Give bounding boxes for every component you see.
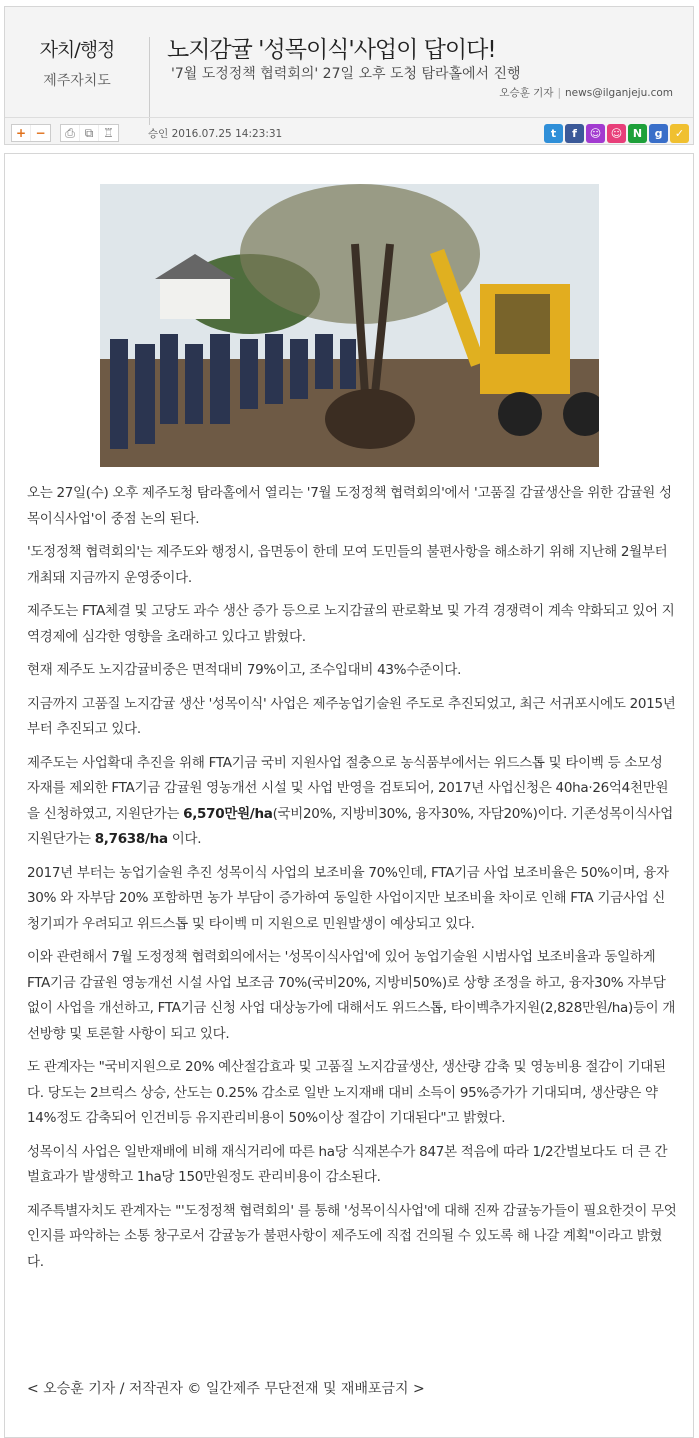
paragraph-text: 2017년 부터는 농업기술원 추진 성목이식 사업의 보조비율 70%인데, FTA기금 사업 보조비율은 50%이며, 융자 30% 와 자부담 20% 포함하면 농가 부담이 증가하여 동일한 사업이지만 보조비율 차이로 인해 FTA 기금사업 신청기피가 우려되고 위드스톱 및 타이벡 미 지원으로 민원발생이 예상되고 있다.	[27, 864, 669, 932]
article-paragraph	[27, 692, 677, 743]
paragraph-text: '도정정책 협력회의'는 제주도와 행정시, 읍면동이 한데 모여 도민들의 불편사항을 해소하기 위해 지난해 2월부터 개최돼 지금까지 운영중이다.	[27, 544, 668, 586]
article-paragraph	[27, 1055, 677, 1132]
font-increase-button[interactable]: +	[12, 125, 31, 141]
reporter-email[interactable]: news@ilganjeju.com	[565, 87, 673, 99]
article-paragraph	[27, 945, 677, 1047]
article-subtitle: '7월 도정정책 협력회의' 27일 오후 도청 탐라홀에서 진행	[171, 66, 521, 82]
paragraph-text: 제주도는 FTA체결 및 고당도 과수 생산 증가 등으로 노지감귤의 판로확보 및 가격 경쟁력이 계속 약화되고 있어 지역경제에 심각한 영향을 초래하고 있다고 밝혔다.	[27, 603, 675, 645]
share-google-button[interactable]: g	[649, 124, 668, 143]
article-paragraph	[27, 861, 677, 938]
reporter-name: 오승훈 기자	[499, 87, 554, 99]
article-paragraph	[27, 599, 677, 650]
highlighted-figure: 6,570만원/ha	[183, 805, 273, 822]
article-paragraph	[27, 481, 677, 532]
share-band-button[interactable]: ✓	[670, 124, 689, 143]
paragraph-text: 제주도는 사업확대 추진을 위해 FTA기금 국비 지원사업 절충으로 농식품부에서는 위드스톱 및 타이벡 등 소모성 자재를 제외한 FTA기금 감귤원 영농개선 시설 및 사업 반영을 검토되어, 2017년 사업신청은 40ha·26억4천만원을 신청하였고, 지원단가는	[27, 754, 669, 822]
article-title: 노지감귤 '성목이식'사업이 답이다!	[167, 37, 496, 63]
section-label	[5, 35, 149, 90]
article-paragraph	[27, 1199, 677, 1276]
article-photo	[100, 184, 599, 467]
section-category[interactable]: 자치/행정	[39, 39, 115, 61]
article-header	[4, 6, 694, 145]
font-size-controls	[11, 124, 51, 142]
share-kakaostory-button[interactable]: ☺	[586, 124, 605, 143]
share-buttons	[544, 124, 689, 143]
approval-date: 승인 2016.07.25 14:23:31	[148, 128, 283, 140]
section-subcategory[interactable]: 제주자치도	[43, 73, 111, 89]
article-paragraph	[27, 658, 677, 684]
copyright-notice: < 오승훈 기자 / 저작권자 © 일간제주 무단전재 및 재배포금지 >	[27, 1381, 425, 1397]
paragraph-text: 현재 제주도 노지감귤비중은 면적대비 79%이고, 조수입대비 43%수준이다.	[27, 662, 462, 678]
share-facebook-button[interactable]: f	[565, 124, 584, 143]
share-yozm-button[interactable]: ☺	[607, 124, 626, 143]
photo-illustration	[100, 184, 599, 467]
share-naver-button[interactable]: N	[628, 124, 647, 143]
paragraph-text: 오는 27일(수) 오후 제주도청 탐라홀에서 열리는 '7월 도정정책 협력회의'에서 '고품질 감귤생산을 위한 감귤원 성목이식사업'이 중점 논의 된다.	[27, 485, 672, 527]
byline-separator: |	[557, 87, 562, 99]
article-paragraph	[27, 751, 677, 853]
divider	[149, 37, 150, 125]
article-text	[27, 481, 677, 1283]
highlighted-figure: 8,7638/ha	[94, 831, 168, 847]
article-paragraph	[27, 1140, 677, 1191]
article-body-container	[4, 153, 694, 1438]
paragraph-text: 제주특별자치도 관계자는 "'도정정책 협력회의' 를 통해 '성목이식사업'에 대해 진짜 감귤농가들이 필요한것이 무엇 인지를 파악하는 소통 창구로서 감귤농가 불편사항이 제주도에 직접 건의될 수 있도록 해 나갈 계획"이라고 밝혔다.	[27, 1202, 677, 1270]
font-decrease-button[interactable]: −	[35, 126, 46, 140]
paragraph-text: 이와 관련해서 7월 도정정책 협력회의에서는 '성목이식사업'에 있어 농업기술원 시범사업 보조비율과 동일하게 FTA기금 감귤원 영농개선 시설 사업 보조금 70%(국비20%, 지방비50%)로 상향 조정을 하고, 융자30% 자부담 없이 사업을 개선하고, FTA기금 신청 사업 대상농가에 대해서도 위드스톱, 타이벡추가지원(2,828만원/ha)등이 개선방향 및 토론할 사항이 되고 있다.	[27, 949, 676, 1042]
article-toolbar	[5, 117, 693, 145]
byline	[499, 85, 673, 100]
paragraph-text: 이다.	[167, 831, 202, 847]
article-tools	[60, 124, 119, 142]
share-twitter-button[interactable]: t	[544, 124, 563, 143]
scrap-icon[interactable]: ⧉	[80, 125, 99, 141]
paragraph-text: 성목이식 사업은 일반재배에 비해 재식거리에 따른 ha당 식재본수가 847본 적음에 따라 1/2간벌보다도 더 큰 간벌효과가 발생학고 1ha당 150만원정도 관리비용이 감소된다.	[27, 1143, 668, 1185]
report-icon[interactable]: ♖	[103, 126, 114, 140]
article-paragraph	[27, 540, 677, 591]
print-icon[interactable]: ⎙	[61, 125, 80, 141]
paragraph-text: 지금까지 고품질 노지감귤 생산 '성목이식' 사업은 제주농업기술원 주도로 추진되었고, 최근 서귀포시에도 2015년부터 추진되고 있다.	[27, 695, 676, 737]
paragraph-text: (국비20%, 지방비30%, 융자30%, 자담20%)이다. 기존성목이식사업 지원단가는	[27, 805, 673, 847]
paragraph-text: 도 관계자는 "국비지원으로 20% 예산절감효과 및 고품질 노지감귤생산, 생산량 감축 및 영농비용 절감이 기대된다. 당도는 2브릭스 상승, 산도는 0.25% 감소로 일반 노지재배 대비 소득이 95%증가가 기대되며, 생산량은 약14%정도 감축되어 인건비등 유지관리비용이 50%이상 절감이 기대된다"고 밝혔다.	[27, 1059, 666, 1126]
